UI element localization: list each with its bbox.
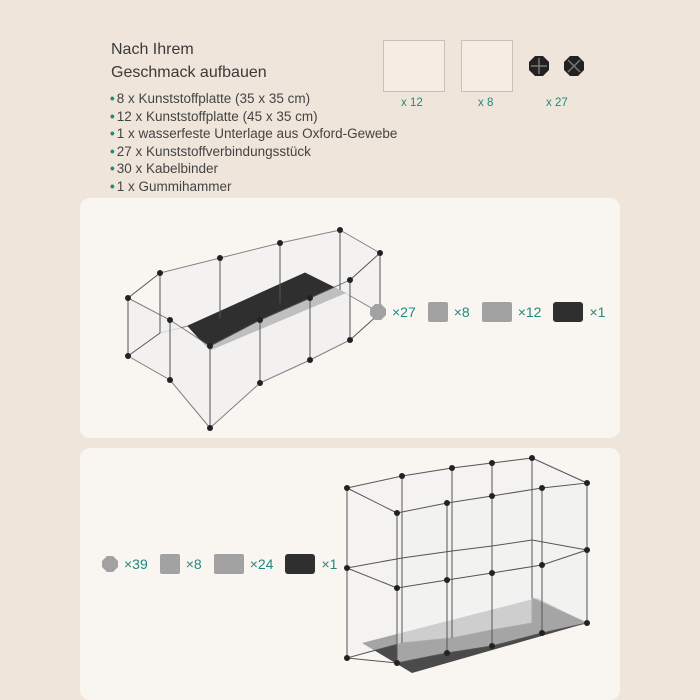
bullet-icon: •	[110, 108, 115, 124]
large-panel-icon	[214, 554, 244, 574]
bullet-icon: •	[110, 143, 115, 159]
list-item: • 27 x Kunststoffverbindungsstück	[110, 143, 311, 159]
bullet-icon: •	[110, 126, 115, 141]
list-item: • 1 x wasserfeste Unterlage aus Oxford-Gewebe	[110, 126, 398, 141]
large-panel-icon	[482, 302, 512, 322]
title-line-2: Geschmack aufbauen	[111, 64, 267, 81]
bullet-icon: •	[110, 161, 115, 176]
large-panel-quantity: ×12	[517, 304, 542, 320]
configuration-two-card	[80, 448, 620, 700]
bullet-icon: •	[110, 91, 115, 106]
mat-quantity: ×1	[589, 304, 606, 320]
small-panel-quantity: ×8	[185, 556, 202, 572]
large-panel-quantity: ×24	[249, 556, 274, 572]
small-panel-icon	[428, 302, 448, 322]
connector-icon	[528, 55, 550, 77]
mat-icon	[553, 302, 583, 322]
bullet-icon: •	[110, 178, 115, 194]
mat-icon	[285, 554, 315, 574]
small-panel-count: x 8	[478, 97, 494, 109]
list-item: • 30 x Kabelbinder	[110, 161, 219, 176]
list-item: • 1 x Gummihammer	[110, 178, 232, 194]
list-item: • 12 x Kunststoffplatte (45 x 35 cm)	[110, 108, 318, 124]
connector-icon	[370, 304, 386, 320]
two-level-enclosure-illustration	[342, 448, 602, 700]
connector-quantity: ×39	[124, 556, 148, 572]
configuration-one-card	[80, 198, 620, 438]
configuration-two-quantities	[102, 554, 343, 574]
single-level-enclosure-illustration	[100, 198, 390, 438]
connector-icon	[102, 556, 118, 572]
large-panel-swatch	[383, 40, 445, 92]
connector-count: x 27	[546, 97, 568, 109]
connector-quantity: ×27	[392, 304, 416, 320]
mat-quantity: ×1	[321, 556, 338, 572]
page-title	[111, 38, 267, 84]
connector-icon	[563, 55, 585, 77]
title-line-1: Nach Ihrem	[111, 41, 194, 58]
large-panel-count: x 12	[401, 97, 423, 109]
small-panel-icon	[160, 554, 180, 574]
small-panel-quantity: ×8	[453, 304, 470, 320]
small-panel-swatch	[461, 40, 513, 92]
configuration-one-quantities	[370, 302, 611, 322]
parts-list	[110, 90, 397, 195]
component-swatches	[383, 40, 583, 110]
list-item: • 8 x Kunststoffplatte (35 x 35 cm)	[110, 91, 311, 106]
